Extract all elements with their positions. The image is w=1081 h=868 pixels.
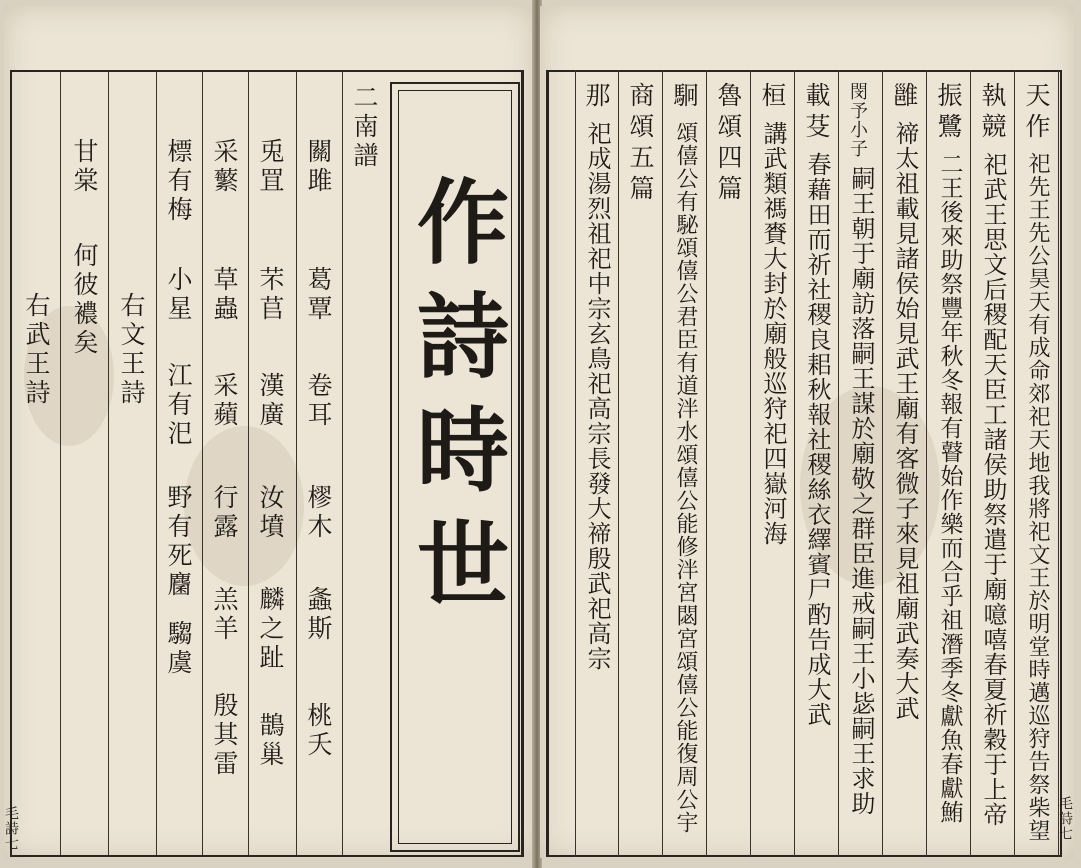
poem-biaoyoumei: 標有梅 <box>164 138 193 225</box>
poem-fuyi: 芣苢 <box>256 266 285 324</box>
toc-entry-notes: 禘太祖載見諸侯始見武王廟有客微子來見祖廟武奏大武 <box>891 121 919 721</box>
poem-gaoyang: 羔羊 <box>210 586 239 644</box>
left-page-frame <box>10 70 524 857</box>
poem-xiaoxing: 小星 <box>164 266 193 324</box>
left-page <box>4 6 534 858</box>
poem-yinqilei: 殷其雷 <box>210 692 239 779</box>
poem-caifan: 采蘩 <box>210 138 239 196</box>
toc-entry-title: 商頌五篇 <box>626 82 655 206</box>
left-margin-mark: 毛詩七 <box>3 806 19 851</box>
poem-zhongsi: 螽斯 <box>304 586 333 644</box>
toc-entry-notes: 祀武王思文后稷配天臣工諸侯助祭遣于廟噫嘻春夏祈穀于上帝 <box>979 152 1007 827</box>
poem-hebinongyi: 何彼襛矣 <box>70 242 99 358</box>
poem-yeyousijun: 野有死麕 <box>164 484 193 600</box>
section-heading: 二南譜 <box>350 84 379 171</box>
poem-getan: 葛覃 <box>304 266 333 324</box>
right-wen-wang-poems-label: 右文王詩 <box>117 292 146 408</box>
title-box <box>390 82 520 852</box>
toc-entry-notes: 二王後來助祭豐年秋冬報有瞽始作樂而合乎祖潛季冬獻魚春獻鮪 <box>936 152 963 824</box>
toc-entry-title: 振鷺 <box>934 82 963 144</box>
poem-juaner: 卷耳 <box>304 372 333 430</box>
poem-hanguang: 漢廣 <box>256 372 285 430</box>
poem-caochong: 草蟲 <box>210 266 239 324</box>
poem-quechao: 鵲巢 <box>256 712 285 770</box>
toc-entry-notes: 祀成湯烈祖祀中宗玄鳥祀高宗長發大禘殷武祀高宗 <box>583 121 611 671</box>
toc-entry-title: 駉 <box>670 82 699 113</box>
poem-caipin: 采蘋 <box>210 372 239 430</box>
poem-xinglu: 行露 <box>210 484 239 542</box>
toc-entry-notes: 祀先王先公昊天有成命郊祀天地我將祀文王於明堂時邁巡狩告祭柴望 <box>1025 152 1050 842</box>
toc-entry-notes: 頌僖公有駜頌僖公君臣有道泮水頌僖公能修泮宮閟宮頌僖公能復周公宇 <box>673 121 698 834</box>
poem-rufen: 汝墳 <box>256 484 285 542</box>
toc-entry-notes: 春藉田而祈社稷良耜秋報社稷絲衣繹賓尸酌告成大武 <box>803 152 831 727</box>
poem-jiumu: 樛木 <box>304 484 333 542</box>
poem-jiangyousi: 江有汜 <box>164 362 193 449</box>
toc-entry-title: 那 <box>582 82 611 113</box>
toc-entry-notes: 嗣王朝于廟訪落嗣王謀於廟敬之群臣進戒嗣王小毖嗣王求助 <box>847 166 875 816</box>
page-title: 作詩時世 <box>402 174 510 630</box>
poem-linzhizhi: 麟之趾 <box>256 586 285 673</box>
toc-entry-title: 閔予小子 <box>847 82 868 158</box>
right-margin-mark: 毛詩七 <box>1057 796 1073 841</box>
toc-entry-title: 桓 <box>758 82 787 113</box>
poem-tuju: 兎罝 <box>256 138 285 196</box>
right-wu-wang-poems-label: 右武王詩 <box>22 292 51 408</box>
toc-entry-title: 執競 <box>978 82 1007 144</box>
toc-entry-title: 載芟 <box>802 82 831 144</box>
toc-entry-title: 魯頌四篇 <box>714 82 743 206</box>
poem-taoyao: 桃夭 <box>304 702 333 760</box>
poem-zouyu: 騶虞 <box>164 620 193 678</box>
toc-entry-title: 天作 <box>1022 82 1051 144</box>
right-page <box>540 6 1074 858</box>
poem-guanju: 關雎 <box>304 138 333 196</box>
toc-entry-notes: 講武類禡賚大封於廟般巡狩祀四嶽河海 <box>759 121 787 546</box>
poem-gantang: 甘棠 <box>70 138 99 196</box>
toc-entry-title: 雝 <box>890 82 919 113</box>
